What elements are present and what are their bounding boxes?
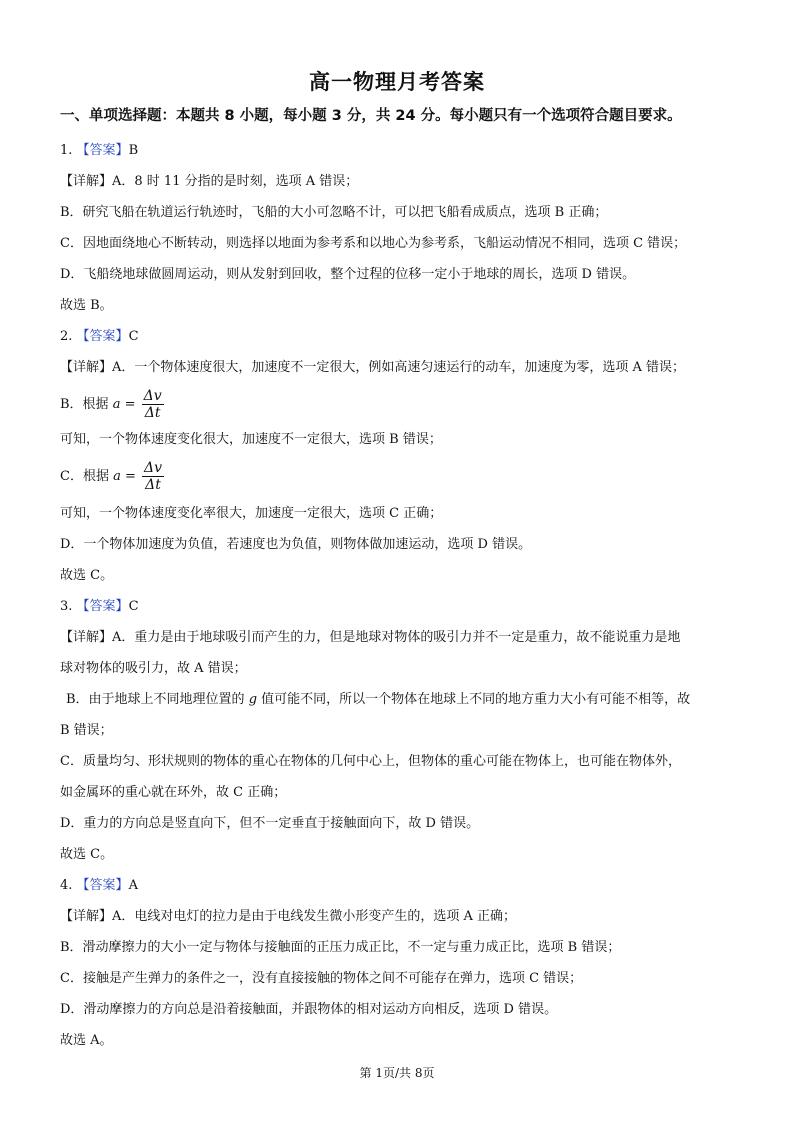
conclusion-line: 故选 C。: [60, 568, 114, 583]
detail-line: 【详解】A．重力是由于地球吸引而产生的力，但是地球对物体的吸引力并不一定是重力，故不能说重力是地: [60, 630, 681, 645]
detail-line: B 错误；: [60, 723, 113, 738]
detail-line: C．质量均匀、形状规则的物体的重心在物体的几何中心上，但物体的重心可能在物体上，也可能在物体外，: [60, 754, 681, 769]
question-1-answer-line: [60, 141, 750, 161]
fraction-denominator: Δt: [144, 405, 161, 421]
detail-line: 【详解】A．电线对电灯的拉力是由于电线发生微小形变产生的，选项 A 正确；: [60, 909, 517, 924]
detail-line: 可知，一个物体速度变化很大，加速度不一定很大，选项 B 错误；: [60, 432, 442, 447]
conclusion-line: 故选 A。: [60, 1033, 113, 1048]
detail-line: 【详解】A．一个物体速度很大，加速度不一定很大，例如高速匀速运行的动车，加速度为零，选项 A 错误；: [60, 360, 686, 375]
detail-line: 球对物体的吸引力，故 A 错误；: [60, 661, 247, 676]
answer-tag: 【答案】: [76, 329, 129, 344]
delta-v-over-delta-t-fraction: [142, 460, 164, 493]
answer-tag: 【答案】: [76, 599, 129, 614]
detail-line: C．因地面绕地心不断转动，则选择以地面为参考系和以地心为参考系，飞船运动情况不相同，选项 C 错误；: [60, 236, 687, 251]
section-heading: 一、单项选择题：本题共 8 小题，每小题 3 分，共 24 分。每小题只有一个选项符合题目要求。: [60, 108, 682, 124]
detail-text: 值可能不同，所以一个物体在地球上不同的地方重力大小有可能不相等，故: [261, 692, 691, 707]
detail-line: D．一个物体加速度为负值，若速度也为负值，则物体做加速运动，选项 D 错误。: [60, 537, 532, 552]
detail-line: D．重力的方向总是竖直向下，但不一定垂直于接触面向下，故 D 错误。: [60, 816, 480, 831]
formula-lhs: a =: [112, 397, 136, 412]
detail-text: B．由于地球上不同地理位置的: [66, 692, 245, 707]
conclusion-line: 故选 B。: [60, 298, 113, 313]
detail-line: D．滑动摩擦力的方向总是沿着接触面，并跟物体的相对运动方向相反，选项 D 错误。: [60, 1002, 558, 1017]
formula-lead-text: B．根据: [60, 397, 109, 412]
answer-value: A: [128, 878, 138, 893]
question-number: 3.: [60, 599, 73, 614]
delta-v-over-delta-t-fraction: [142, 388, 164, 421]
formula-lhs: a =: [113, 469, 136, 484]
detail-line: D．飞船绕地球做圆周运动，则从发射到回收，整个过程的位移一定小于地球的周长，选项 D 错误。: [60, 267, 636, 282]
fraction-numerator: Δv: [144, 460, 163, 476]
answer-tag: 【答案】: [76, 143, 129, 158]
detail-line: C．接触是产生弹力的条件之一，没有直接接触的物体之间不可能存在弹力，选项 C 错误；: [60, 971, 583, 986]
formula-line: [60, 458, 750, 496]
question-3-answer-line: [60, 597, 750, 617]
answer-tag: 【答案】: [76, 878, 129, 893]
question-4-answer-line: [60, 876, 750, 896]
question-number: 1.: [60, 143, 73, 158]
detail-line: 【详解】A．8 时 11 分指的是时刻，选项 A 错误；: [60, 174, 359, 189]
question-2-answer-line: [60, 327, 750, 347]
answer-value: B: [128, 143, 139, 158]
page-title: 高一物理月考答案: [309, 70, 485, 94]
page-footer: 第 1页/共 8页: [359, 1066, 435, 1080]
question-number: 4.: [60, 878, 73, 893]
detail-line: B．研究飞船在轨道运行轨迹时，飞船的大小可忽略不计，可以把飞船看成质点，选项 B 正确；: [60, 205, 608, 220]
detail-line: [66, 690, 756, 710]
detail-line: 如金属环的重心就在环外，故 C 正确；: [60, 785, 287, 800]
formula-lead-text: C．根据: [60, 469, 109, 484]
answer-value: C: [128, 599, 139, 614]
formula-line: [60, 386, 750, 424]
conclusion-line: 故选 C。: [60, 847, 114, 862]
g-symbol: g: [248, 692, 258, 707]
question-number: 2.: [60, 329, 73, 344]
answer-value: C: [128, 329, 139, 344]
detail-line: 可知，一个物体速度变化率很大，加速度一定很大，选项 C 正确；: [60, 506, 443, 521]
fraction-numerator: Δv: [143, 388, 162, 404]
detail-line: B．滑动摩擦力的大小一定与物体与接触面的正压力成正比，不一定与重力成正比，选项 B 错误；: [60, 940, 621, 955]
fraction-denominator: Δt: [145, 477, 161, 493]
